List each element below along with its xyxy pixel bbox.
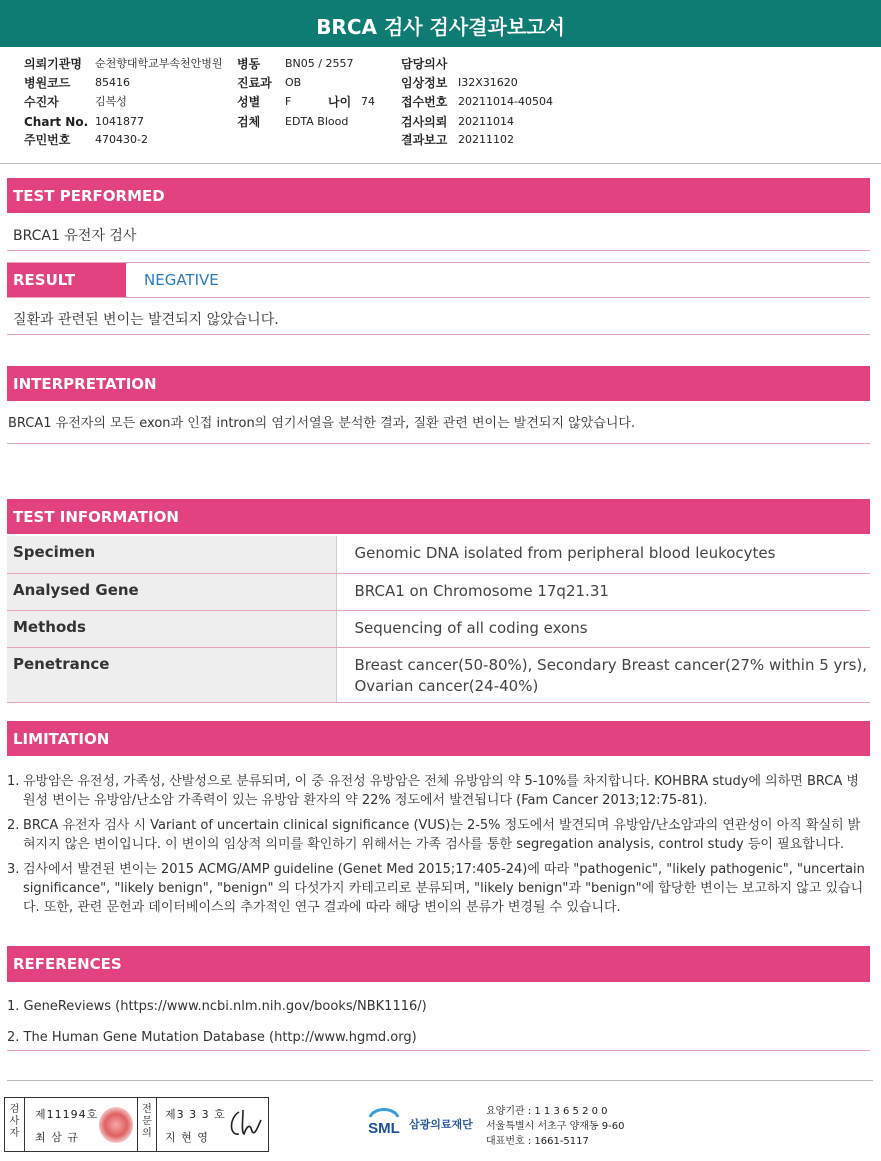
references-heading: REFERENCES: [7, 946, 870, 982]
specimen-label: 검체: [237, 115, 261, 129]
signature-icon: [227, 1106, 265, 1142]
table-row: [7, 647, 870, 702]
list-item: 1. GeneReviews (https://www.ncbi.nlm.nih.gov/books/NBK1116/): [7, 999, 427, 1014]
list-item: [7, 772, 867, 810]
limitation-list: [7, 772, 867, 923]
row-key: Specimen: [7, 536, 336, 573]
row-value: Genomic DNA isolated from peripheral blood leukocytes: [336, 536, 870, 573]
test-performed-value: BRCA1 유전자 검사: [13, 228, 137, 244]
department-label: 진료과: [237, 76, 272, 90]
doctor-label: 담당의사: [401, 57, 448, 71]
limitation-heading: LIMITATION: [7, 721, 870, 756]
divider: [7, 1050, 870, 1051]
examiner-number: 제11194호: [35, 1108, 99, 1121]
item-number: 3.: [7, 862, 20, 877]
row-value: Sequencing of all coding exons: [336, 610, 870, 647]
specialist-name: 지 현 영: [165, 1131, 209, 1144]
hospital-code-label: 병원코드: [24, 76, 71, 90]
test-information-heading: TEST INFORMATION: [7, 499, 870, 534]
receipt-no-label: 접수번호: [401, 95, 448, 109]
divider: [7, 443, 870, 444]
item-text: 검사에서 발견된 변이는 2015 ACMG/AMP guideline (Genet Med 2015;17:405-24)에 따라 "pathogenic", "likely pathogenic", "uncertain significance", "likely benign", "benign" 의 다섯가지 카테고리로 분류되며, "likely benign"과 "benign"에 합당한 변이는 보고하지 않고 있습니다. 또한, 관련 문헌과 데이터베이스의 추가적인 연구 결과에 따라 해당 변이의 분류가 변경될 수 있습니다.: [23, 862, 865, 915]
item-text: BRCA 유전자 검사 시 Variant of uncertain clinical significance (VUS)는 2-5% 정도에서 발견되며 유방암/난소암과의 연관성이 아직 확실히 밝혀지지 않은 변이입니다. 이 변이의 임상적 의미를 확인하기 위해서는 가족 검사를 통한 segregation analysis, control study 등이 필요합니다.: [23, 818, 861, 852]
resident-no-label: 주민번호: [24, 133, 71, 147]
hospital-name-value: 순천향대학교부속천안병원: [95, 57, 223, 70]
list-item: 2. The Human Gene Mutation Database (http://www.hgmd.org): [7, 1030, 417, 1045]
ward-label: 병동: [237, 57, 261, 71]
sml-logo-icon: [364, 1103, 404, 1143]
divider: [7, 250, 870, 251]
department-value: OB: [285, 76, 302, 89]
row-value: BRCA1 on Chromosome 17q21.31: [336, 573, 870, 610]
item-number: 2.: [7, 818, 20, 833]
org-name: 삼광의료재단: [409, 1118, 473, 1131]
receipt-no-value: 20211014-40504: [458, 95, 553, 108]
item-number: 1.: [7, 774, 20, 789]
age-value: 74: [361, 95, 375, 108]
list-item: [7, 816, 867, 854]
org-info: [486, 1104, 625, 1149]
examiner-label: 검사자: [5, 1098, 25, 1151]
examiner-name: 최 삼 규: [35, 1131, 79, 1144]
request-date-label: 검사의뢰: [401, 115, 448, 129]
patient-label: 수진자: [24, 95, 59, 109]
result-value: NEGATIVE: [144, 271, 219, 289]
signature-box: [4, 1097, 269, 1152]
request-date-value: 20211014: [458, 115, 514, 128]
test-performed-heading: TEST PERFORMED: [7, 178, 870, 213]
patient-info-header: [0, 47, 881, 164]
seal-icon: [99, 1107, 133, 1143]
report-date-value: 20211102: [458, 133, 514, 146]
result-description: 질환과 관련된 변이는 발견되지 않았습니다.: [13, 312, 279, 328]
logo-text: SML: [368, 1120, 400, 1137]
interpretation-text: BRCA1 유전자의 모든 exon과 인접 intron의 염기서열을 분석한 결과, 질환 관련 변이는 발견되지 않았습니다.: [8, 416, 636, 431]
table-row: [7, 536, 870, 573]
hospital-code-value: 85416: [95, 76, 130, 89]
clinical-info-value: I32X31620: [458, 76, 518, 89]
result-heading: RESULT: [7, 263, 126, 297]
org-info-line: 요양기관 : 1 1 3 6 5 2 0 0: [486, 1106, 608, 1117]
report-date-label: 결과보고: [401, 133, 448, 147]
footer-divider: [7, 1080, 873, 1081]
patient-value: 김복성: [95, 95, 127, 108]
table-row: [7, 610, 870, 647]
item-text: 유방암은 유전성, 가족성, 산발성으로 분류되며, 이 중 유전성 유방암은 전체 유방암의 약 5-10%를 차지합니다. KOHBRA study에 의하면 BRCA 병원성 변이는 유방암/난소암 가족력이 있는 유방암 환자의 약 22% 정도에서 발견됩니다 (Fam Cancer 2013;12:75-81).: [23, 774, 859, 808]
org-info-line: 대표번호 : 1661-5117: [486, 1136, 589, 1147]
divider: [7, 334, 870, 335]
table-row: [7, 573, 870, 610]
age-label: 나이: [328, 95, 352, 109]
row-key: Methods: [7, 610, 336, 647]
clinical-info-label: 임상정보: [401, 76, 448, 90]
chart-no-value: 1041877: [95, 115, 144, 128]
specimen-value: EDTA Blood: [285, 115, 349, 128]
report-title: BRCA 검사 검사결과보고서: [0, 0, 881, 47]
ward-value: BN05 / 2557: [285, 57, 354, 70]
interpretation-heading: INTERPRETATION: [7, 366, 870, 401]
result-row: [7, 262, 870, 298]
specialist-label: 전문의: [137, 1098, 157, 1151]
test-information-table: [7, 536, 870, 703]
row-value: Breast cancer(50-80%), Secondary Breast cancer(27% within 5 yrs), Ovarian cancer(24-40%): [336, 647, 870, 702]
hospital-name-label: 의뢰기관명: [24, 57, 82, 71]
sex-label: 성별: [237, 95, 261, 109]
sex-value: F: [285, 95, 292, 108]
specialist-number: 제3 3 3 호: [165, 1108, 226, 1121]
row-key: Analysed Gene: [7, 573, 336, 610]
list-item: [7, 860, 867, 917]
chart-no-label: Chart No.: [24, 115, 89, 129]
resident-no-value: 470430-2: [95, 133, 148, 146]
org-info-line: 서울특별시 서초구 양재동 9-60: [486, 1121, 625, 1132]
row-key: Penetrance: [7, 647, 336, 702]
